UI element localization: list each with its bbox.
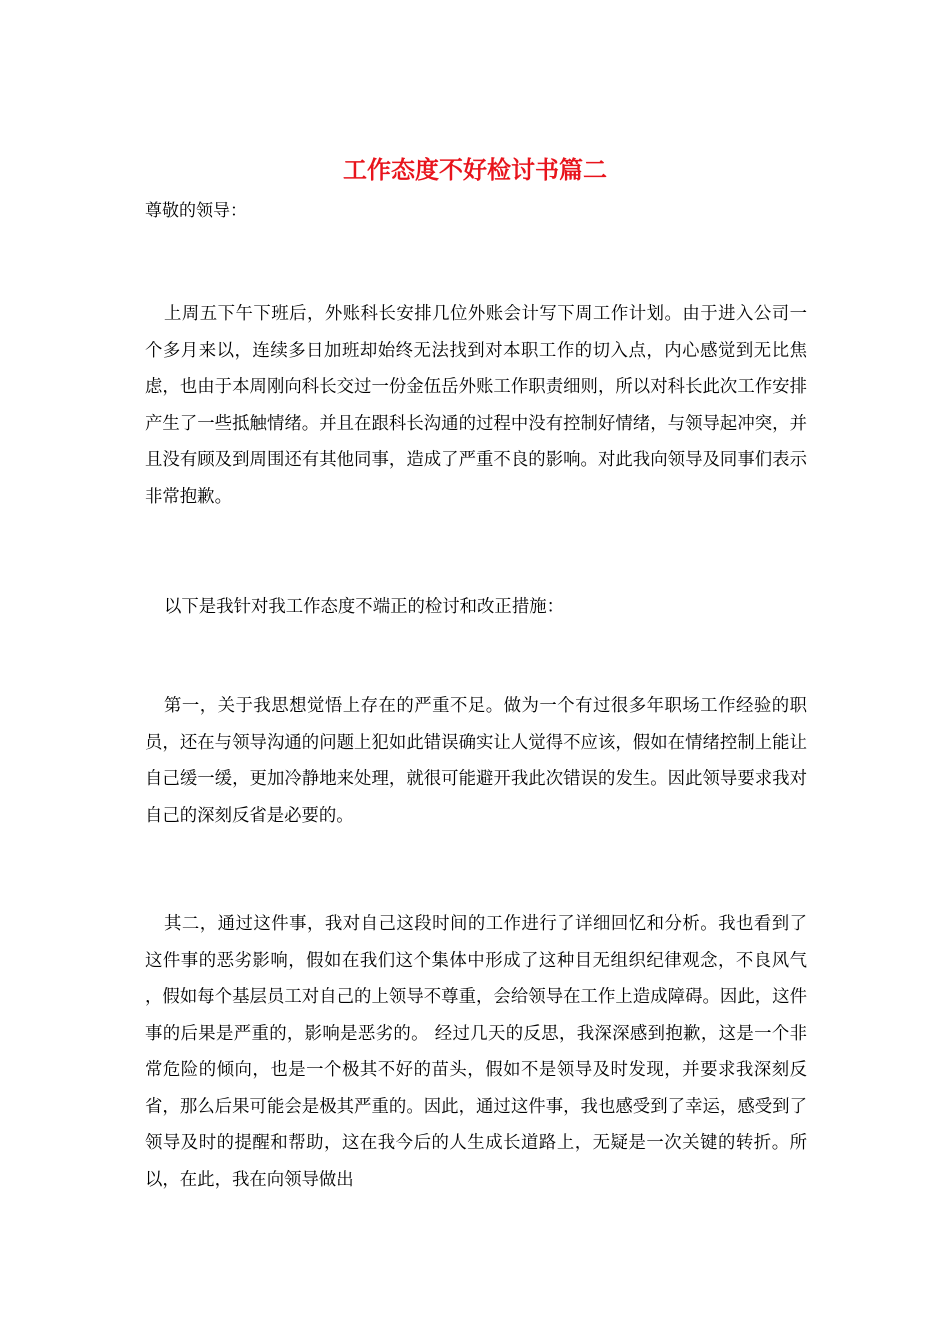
paragraph-4: 其二，通过这件事，我对自己这段时间的工作进行了详细回忆和分析。我也看到了这件事的恶劣影响，假如在我们这个集体中形成了这种目无组织纪律观念，不良风气 ，假如每个基层员工对自己的上领导不尊重，会给领导在工作上造成障碍。因此，这件事的后果是严重的，影响是恶劣的。 经过几天的反思，我深深感到抱歉，这是一个非常危险的倾向，也是一个极其不好的苗头，假如不是领导及时发现，并要求我深刻反省，那么后果可能会是极其严重的。因此，通过这件事，我也感受到了幸运，感受到了领导及时的提醒和帮助，这在我今后的人生成长道路上，无疑是一次关键的转折。所以，在此，我在向领导做出 bbox=[145, 914, 807, 1190]
paragraph-1: 上周五下午下班后，外账科长安排几位外账会计写下周工作计划。由于进入公司一个多月来以，连续多日加班却始终无法找到对本职工作的切入点，内心感觉到无比焦虑，也由于本周刚向科长交过一份金伍岳外账工作职责细则，所以对科长此次工作安排产生了一些抵触情绪。并且在跟科长沟通的过程中没有控制好情绪，与领导起冲突，并且没有顾及到周围还有其他同事，造成了严重不良的影响。对此我向领导及同事们表示非常抱歉。 bbox=[145, 304, 807, 507]
paragraph-3: 第一，关于我思想觉悟上存在的严重不足。做为一个有过很多年职场工作经验的职员，还在与领导沟通的问题上犯如此错误确实让人觉得不应该，假如在情绪控制上能让自己缓一缓，更加冷静地来处理，就很可能避开我此次错误的发生。因此领导要求我对自己的深刻反省是必要的。 bbox=[145, 696, 807, 826]
document-title: 工作态度不好检讨书篇二 bbox=[343, 155, 607, 184]
paragraph-2: 以下是我针对我工作态度不端正的检讨和改正措施： bbox=[164, 597, 564, 617]
salutation: 尊敬的领导： bbox=[145, 201, 247, 221]
